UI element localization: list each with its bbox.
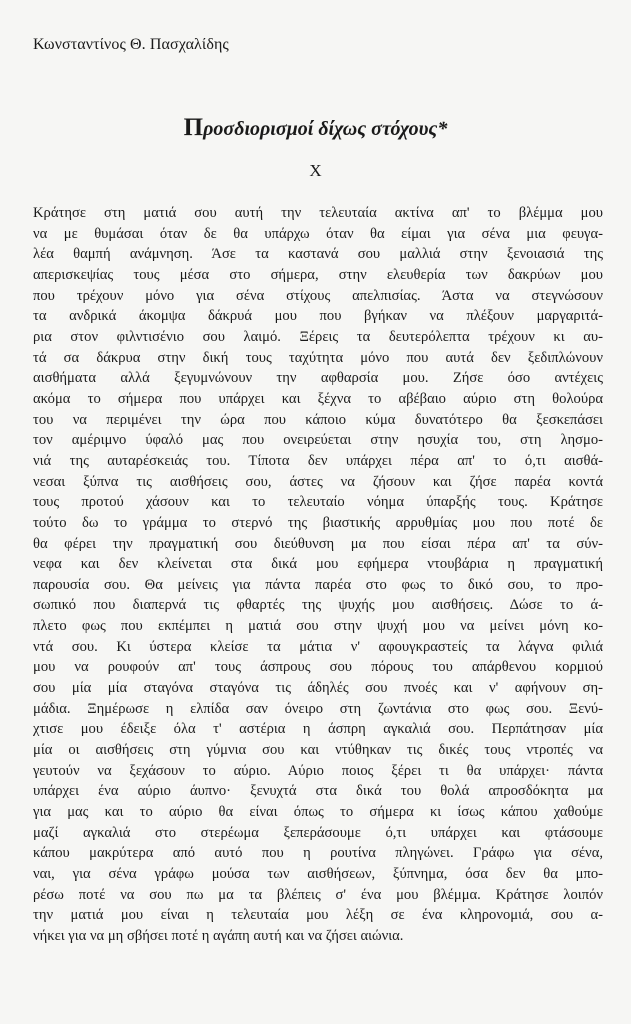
- text-line: τα ανδρικά άκομψα δάκρυά μου που βγήκαν να πλέξουν μαργαριτά-: [33, 308, 603, 325]
- text-line: νιά της αυταρέσκειάς του. Τίποτα δεν υπάρχει πέρα απ' το ό,τι αισθά-: [33, 452, 603, 469]
- title-initial: Π: [183, 114, 204, 141]
- text-line: κάπου μακρύτερα από αυτό που η ρουτίνα πληγώνει. Γράφω για σένα,: [33, 845, 603, 862]
- text-line: για μας και το αύριο θα είναι όπως το σήμερα κι ίσως κάπου χαθούμε: [33, 804, 603, 821]
- text-line: νεφα και δεν κλείνεται στα δικά μου εφήμερα ντουβάρια η πραγματική: [33, 556, 603, 573]
- running-head-author: Κωνσταντίνος Θ. Πασχαλίδης: [33, 36, 229, 53]
- text-line: γευτούν να ξεχάσουν το αύριο. Αύριο ποιος ξέρει τι θα υπάρχει· πάντα: [33, 762, 603, 779]
- text-line: απερισκεψίας τους μέσα στο σήμερα, στην ελευθερία των δακρύων μου: [33, 266, 603, 283]
- text-line: σωπικό που διαπερνά τις φθαρτές της ψυχής μου αισθήσεις. Δώσε το ά-: [33, 597, 603, 614]
- text-line: τά σα δάκρυα στην δική τους ταχύτητα μόνο που αυτά δεν ξεδιπλώνουν: [33, 349, 603, 366]
- poem-title: [0, 114, 631, 142]
- text-line: χτισε μου έδειξε όλα τ' αστέρια η άσπρη αγκαλιά σου. Περπάτησαν μία: [33, 721, 603, 738]
- text-line: μία οι αισθήσεις στη γύμνια σου και ντύθηκαν τις δικές τους ντροπές να: [33, 742, 603, 759]
- text-line: τον αμέριμνο ύφαλό μας που ονειρεύεται στην ησυχία του, στη λησμο-: [33, 432, 603, 449]
- text-line: πλετο φως που εκπέμπει η ματιά σου στην ψυχή μου να μείνει μόνη κο-: [33, 618, 603, 635]
- text-line: παρουσία σου. Θα μείνεις για πάντα παρέα στο φως το δικό σου, το προ-: [33, 576, 603, 593]
- text-line: που τρέχουν μόνο για σένα στίχους απελπισίας. Άστα να στεγνώσουν: [33, 287, 603, 304]
- text-line: ρια στον φιλντισένιο σου λαιμό. Ξέρεις τα δευτερόλεπτα τρέχουν κι αυ-: [33, 328, 603, 345]
- text-line: αισθήματα αλλά ξεγυμνώνουν την αφθαρσία μου. Ζήσε όσο αντέχεις: [33, 370, 603, 387]
- title-rest: ροσδιορισμοί δίχως στόχους*: [203, 118, 448, 140]
- text-line: νήκει για να μη σβήσει ποτέ η αγάπη αυτή και να ζήσει αιώνια.: [33, 927, 404, 944]
- text-line: μου να ρουφούν απ' τους άσπρους σου πόρους του απάρθενου κορμιού: [33, 659, 603, 676]
- text-line: νεσαι ξύπνα τις αισθήσεις σου, άστες να ζήσουν και ζήσε παρέα κοντά: [33, 473, 603, 490]
- text-line: ακόμα το σήμερα που υπάρχει και ξέχνα το αβέβαιο αύριο στη θολούρα: [33, 390, 603, 407]
- text-line: Κράτησε στη ματιά σου αυτή την τελευταία ακτίνα απ' το βλέμμα μου: [33, 205, 603, 221]
- text-line: ρέσω ποτέ να σου πω μα τα βλέπεις σ' ένα μου βλέμμα. Κράτησε λοιπόν: [33, 886, 603, 903]
- text-line: υπάρχει ένα αύριο άυπνο· ξενυχτά στα δικά του θολά απροσδόκητα μα: [33, 783, 603, 800]
- text-line: τους προτού χάσουν και το τελευταίο νόημα ύπαρξής τους. Κράτησε: [33, 494, 603, 511]
- section-number: X: [309, 161, 322, 180]
- text-line: μάδια. Ξημέρωσε η ελπίδα σαν όνειρο στη ζωντάνια στο φως σου. Ξενύ-: [33, 700, 603, 717]
- text-line: να με θυμάσαι όταν δε θα υπάρχω όταν θα είμαι για σένα μια φευγα-: [33, 225, 603, 242]
- text-line: ναι, για σένα γράφω μούσα των αισθήσεων, ξύπνημα, όσα δεν θα μπο-: [33, 866, 603, 882]
- text-line: την ματιά μου είναι η τελευταία μου λέξη σε ένα κληρονομιά, σου α-: [33, 907, 603, 924]
- text-line: του να περιμένει την ώρα που κάποιο κύμα δυνατότερο θα ξεσκεπάσει: [33, 411, 603, 428]
- text-line: ντά σου. Κι ύστερα κλείσε τα μάτια ν' αφουγκραστείς τα λάγνα φιλιά: [33, 638, 603, 655]
- text-line: λέα θαμπή ανάμνηση. Άσε τα καστανά σου μαλλιά στην ξενοιασιά της: [33, 246, 603, 263]
- text-line: σου μία μία σταγόνα σταγόνα τις άδηλές σου πνοές και ν' αφήνουν ση-: [33, 680, 603, 697]
- poem-body: [33, 203, 603, 947]
- text-line: θα φέρει την πραγματική σου διεύθυνση μα που είσαι πέρα απ' τα σύν-: [33, 535, 603, 552]
- text-line: τούτο δω το γράμμα το στερνό της βιαστικής αρρυθμίας μου που ποτέ δε: [33, 514, 603, 531]
- text-line: μαζί αγκαλιά στο στερέωμα ξεπεράσουμε ό,τι υπάρχει και φτάσουμε: [33, 824, 603, 841]
